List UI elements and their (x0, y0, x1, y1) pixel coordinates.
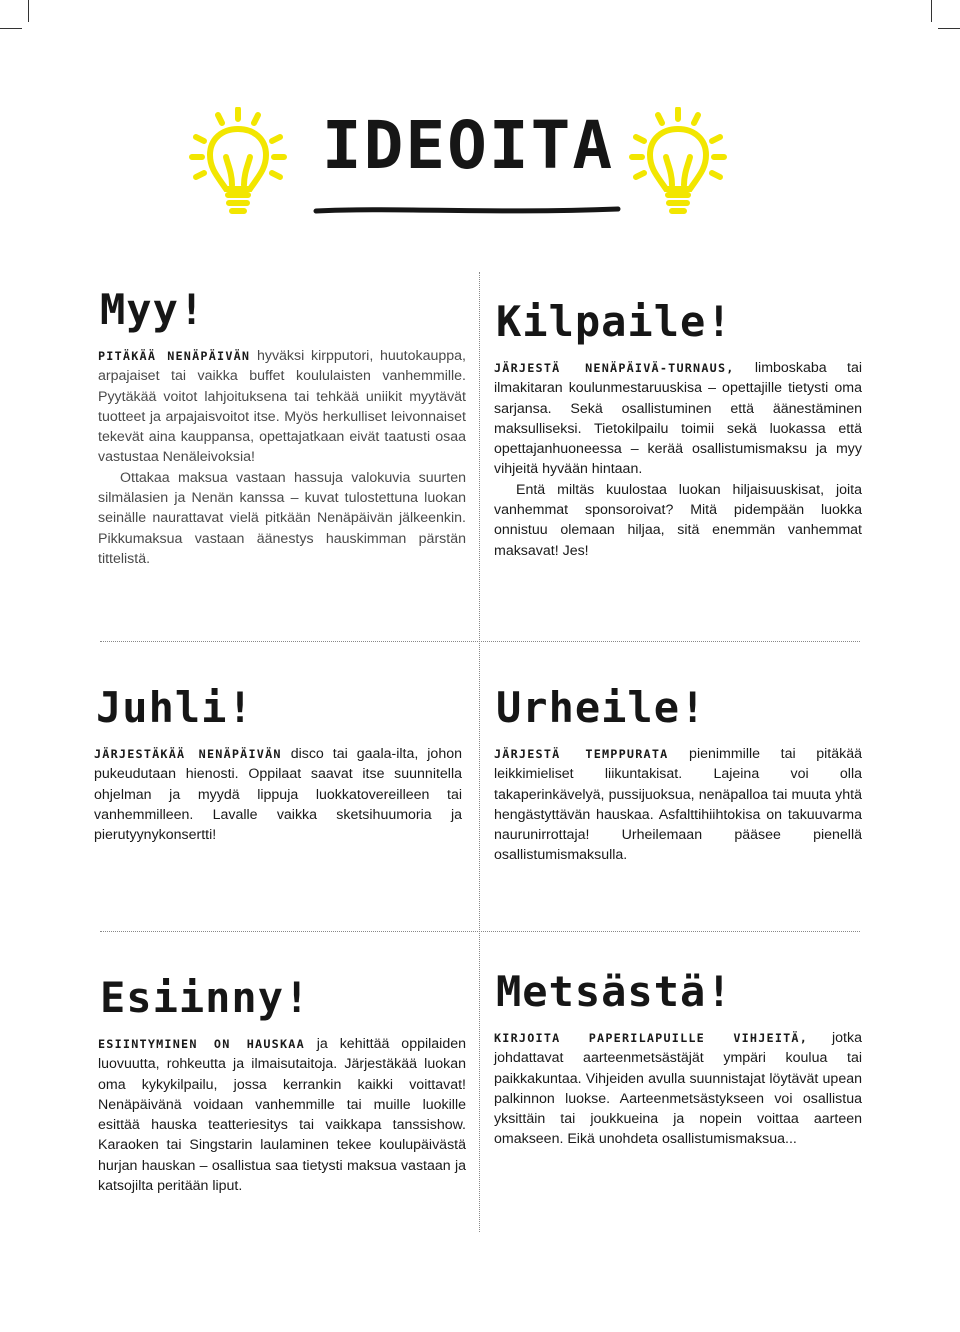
crop-mark (931, 0, 932, 22)
section-heading: Myy! (100, 285, 206, 334)
section-body (94, 744, 462, 845)
lead-text: KIRJOITA PAPERILAPUILLE VIHJEITÄ, (494, 1031, 809, 1045)
lead-text: PITÄKÄÄ NENÄPÄIVÄN (98, 349, 251, 363)
section-body (98, 346, 466, 569)
column-divider (479, 272, 480, 1232)
paragraph: Entä miltäs kuulostaa luokan hiljaisuuskisat, joita vanhemmat sponsoroivat? Mitä pidempään luokka onnistuu olemaan hiljaa, sitä enemmän vanhemmat maksavat! Jes! (494, 481, 862, 559)
page-title: IDEOITA (321, 107, 615, 184)
paragraph: pienimmille tai pitäkää leikkimieliset liikuntakisat. Lajeina voi olla takaperinkävelyä, pussijuoksua, nenäpalloa tai muuta yhtä hengästyttävän hauskaa. Asfalttihiihtokisa on takuuvarma naurunirrottaja! Urheilemaan pääsee pienellä osallistumismaksulla. (494, 746, 862, 864)
section-heading: Juhli! (96, 683, 254, 732)
row-divider (100, 931, 860, 932)
section-body (494, 358, 862, 561)
crop-mark (28, 0, 29, 22)
section-body (494, 1028, 862, 1150)
section-heading: Esiinny! (100, 973, 311, 1022)
section-urheile (494, 682, 862, 866)
lightbulb-icon (628, 107, 728, 217)
crop-mark (938, 28, 960, 29)
title-underline (312, 205, 622, 217)
title-area (0, 95, 960, 235)
paragraph: hyväksi kirpputori, huutokauppa, arpajaiset tai vaikka buffet koululaisten vanhemmille. Pyytäkää voitot lahjoituksena tai tehkää uniikit myytävät tuotteet ja arpajaisvoitot itse. Myös herkulliset leivonnaiset tekevät aina kauppansa, opettajatkaan eivät taatusti osaa vastustaa Nenäleivoksia! (98, 348, 466, 466)
section-metsasta (494, 966, 862, 1150)
paragraph: disco tai gaala-ilta, johon pukeudutaan hienosti. Oppilaat saavat itse suunnitella ohjelman ja myydä lippuja luokkatovereilleen tai vanhemmilleen. Lavalle vaikka sketsihuumoria ja pierutyynykonsertti! (94, 746, 462, 844)
lightbulb-icon (188, 107, 288, 217)
section-body (98, 1034, 466, 1196)
section-esiinny (98, 972, 466, 1196)
section-heading: Metsästä! (496, 967, 733, 1016)
lead-text: ESIINTYMINEN ON HAUSKAA (98, 1037, 305, 1051)
section-heading: Kilpaile! (496, 297, 733, 346)
section-heading: Urheile! (496, 683, 707, 732)
crop-mark (0, 28, 22, 29)
section-body (494, 744, 862, 866)
paragraph: ja kehittää oppilaiden luovuutta, rohkeutta ja ilmaisutaitoja. Järjestäkää luokan oma kykykilpailu, jossa kerrankin kaikki voittavat! Nenäpäivänä voidaan vanhemmille tai muille luokille esittää hauska teatteriesitys tai vaikkapa tanssishow. Karaoken tai Singstarin laulaminen tekee koulupäivästä hurjan hauskan – osallistua saa tietysti maksua vastaan ja katsojilta peritään liput. (98, 1036, 466, 1195)
section-kilpaile (494, 296, 862, 561)
paragraph: Ottakaa maksua vastaan hassuja valokuvia suurten silmälasien ja Nenän kanssa – kuvat tulostettuna luokan seinälle naurattavat vielä pitkään Nenäpäivän jälkeenkin. Pikkumaksua vastaan äänestys hauskimman pärstän tittelistä. (98, 469, 466, 567)
lead-text: JÄRJESTÄ NENÄPÄIVÄ-TURNAUS, (494, 361, 735, 375)
section-juhli (94, 682, 462, 845)
lead-text: JÄRJESTÄ TEMPPURATA (494, 747, 669, 761)
lead-text: JÄRJESTÄKÄÄ NENÄPÄIVÄN (94, 747, 282, 761)
paragraph: jotka johdattavat aarteenmetsästäjät ympäri koulua tai paikkakuntaa. Vihjeiden avulla suunnistajat löytävät upean palkinnon luokse. Aarteenmetsästykseen voi osallistua yksittäin tai joukkueina ja nopein voittaa aarteen omakseen. Eikä unohdeta osallistumismaksua... (494, 1030, 862, 1148)
paragraph: limboskaba tai ilmakitaran koulunmestaruuskisa – opettajille tietysti oma sarjansa. Sekä osallistuminen että äänestäminen maksulliseksi. Tietokilpailu toimii sekä luokassa että opettajanhuoneessa – kerää osallistumismaksu ja myy vihjeitä hyvään hintaan. (494, 360, 862, 478)
row-divider (100, 641, 860, 642)
section-myy (98, 284, 466, 569)
